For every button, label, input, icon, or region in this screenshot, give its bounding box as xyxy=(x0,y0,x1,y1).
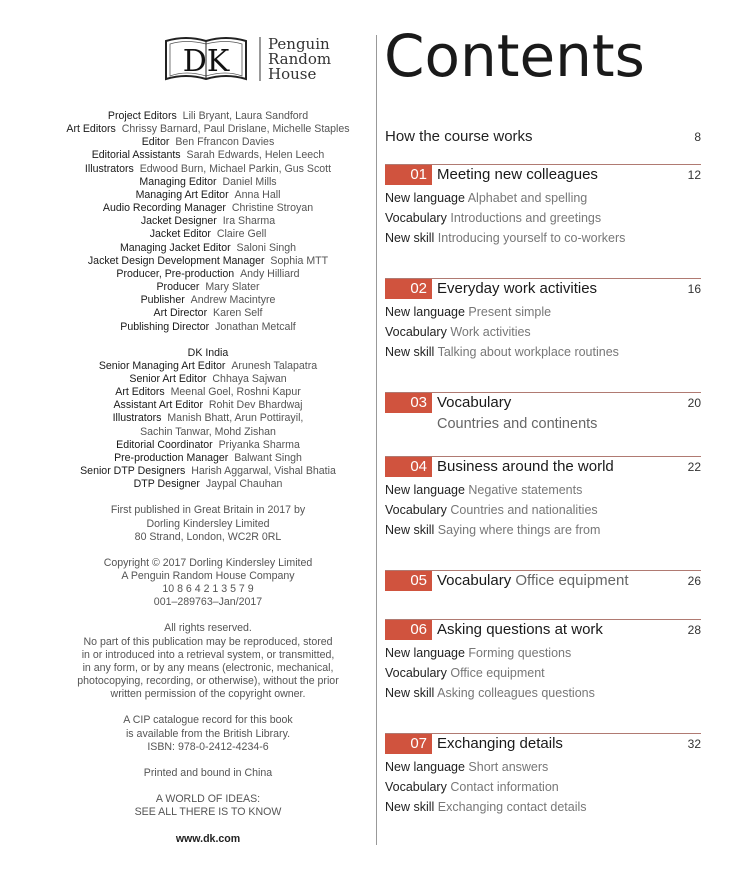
credit-name: Jonathan Metcalf xyxy=(215,320,296,333)
credit-role: Producer xyxy=(156,281,200,294)
section-title xyxy=(437,165,598,185)
credit-name: Balwant Singh xyxy=(234,451,302,464)
section-item[interactable] xyxy=(385,342,701,362)
svg-text:House: House xyxy=(268,65,317,83)
credit-role: Jacket Designer xyxy=(140,215,217,228)
section-page-number: 22 xyxy=(687,460,701,474)
credit-line xyxy=(40,228,376,241)
section-title xyxy=(437,734,563,754)
credit-role: Illustrators xyxy=(84,162,134,175)
credit-role: Assistant Art Editor xyxy=(113,399,203,412)
item-description: Contact information xyxy=(450,780,559,794)
credit-name: Rohit Dev Bhardwaj xyxy=(208,399,303,412)
credit-role: Project Editors xyxy=(107,110,177,122)
section-title xyxy=(437,571,629,591)
credit-line xyxy=(40,452,376,465)
credit-line xyxy=(40,189,376,202)
section-title-text: Business around the world xyxy=(437,458,614,475)
imprint-line: 80 Strand, London, WC2R 0RL xyxy=(134,530,282,543)
item-description: Introductions and greetings xyxy=(450,211,602,225)
credit-line xyxy=(40,439,376,452)
toc-section-header[interactable] xyxy=(385,733,701,754)
toc-section[interactable] xyxy=(385,456,701,540)
item-type: Vocabulary xyxy=(385,780,447,794)
credit-line xyxy=(40,386,376,399)
svg-text:DK: DK xyxy=(182,44,230,79)
section-title xyxy=(437,393,511,413)
section-item[interactable] xyxy=(385,797,701,817)
section-title-text: Exchanging details xyxy=(437,735,563,752)
section-page-number: 20 xyxy=(687,396,701,410)
credit-role: Pre-production Manager xyxy=(114,451,229,464)
section-page-number: 32 xyxy=(687,737,701,751)
imprint-line: in or introduced into a retrieval system, or transmitted, xyxy=(81,648,335,661)
section-page-number: 16 xyxy=(687,282,701,296)
section-page-number: 26 xyxy=(687,574,701,588)
item-description: Negative statements xyxy=(468,483,583,497)
credit-role: Jacket Design Development Manager xyxy=(87,254,265,267)
credit-line xyxy=(40,360,376,373)
toc-section-header[interactable] xyxy=(385,619,701,640)
section-title xyxy=(437,620,603,640)
imprint-block xyxy=(40,622,376,701)
item-description: Saying where things are from xyxy=(437,523,601,537)
credit-line xyxy=(40,268,376,281)
website-link[interactable]: www.dk.com xyxy=(175,833,241,846)
item-type: New skill xyxy=(385,231,435,245)
section-number-badge: 06 xyxy=(385,620,432,640)
credit-role: Producer, Pre-production xyxy=(116,267,235,280)
credit-role: Editorial Assistants xyxy=(91,149,181,162)
credit-name: Andrew Macintyre xyxy=(190,294,276,307)
credit-name: Christine Stroyan xyxy=(231,202,314,215)
imprint-line: First published in Great Britain in 2017 by xyxy=(110,504,306,517)
credit-line xyxy=(40,294,376,307)
section-item[interactable] xyxy=(385,188,701,208)
credit-name: Priyanka Sharma xyxy=(218,438,300,451)
item-type: New skill xyxy=(385,800,435,814)
credit-name: Andy Hilliard xyxy=(240,267,300,280)
imprint-line: ISBN: 978-0-2412-4234-6 xyxy=(147,740,269,753)
item-description: Short answers xyxy=(468,760,549,774)
toc-section-header[interactable] xyxy=(385,164,701,185)
imprint-line: in any form, or by any means (electronic, mechanical, xyxy=(82,661,334,674)
item-type: New skill xyxy=(385,686,435,700)
imprint-line: 001–289763–Jan/2017 xyxy=(153,596,263,609)
credit-role: Editorial Coordinator xyxy=(116,438,213,451)
credit-name: Lili Bryant, Laura Sandford xyxy=(182,110,309,122)
toc-section-header[interactable] xyxy=(385,278,701,299)
section-title-text: Everyday work activities xyxy=(437,280,598,297)
credit-name: Chhaya Sajwan xyxy=(212,372,287,385)
item-type: Vocabulary xyxy=(385,325,447,339)
item-type: Vocabulary xyxy=(385,666,447,680)
item-description: Introducing yourself to co-workers xyxy=(437,231,626,245)
section-title-text: Meeting new colleagues xyxy=(437,166,598,183)
toc-section[interactable] xyxy=(385,619,701,703)
toc-section[interactable] xyxy=(385,278,701,362)
credit-line xyxy=(40,321,376,334)
section-item[interactable] xyxy=(385,643,701,663)
imprint-line: No part of this publication may be reproduced, stored xyxy=(83,635,333,648)
item-description: Talking about workplace routines xyxy=(437,345,619,359)
credit-role: Publishing Director xyxy=(120,320,210,333)
credit-name: Sarah Edwards, Helen Leech xyxy=(186,149,325,162)
section-item[interactable] xyxy=(385,208,701,228)
credit-name: Ira Sharma xyxy=(222,215,276,228)
credit-role: Managing Editor xyxy=(139,175,217,188)
toc-intro[interactable] xyxy=(385,128,701,145)
section-subtitle: Countries and continents xyxy=(437,416,598,432)
credit-line xyxy=(40,163,376,176)
imprint-line: A CIP catalogue record for this book xyxy=(123,714,293,727)
item-type: Vocabulary xyxy=(385,211,447,225)
item-type: New skill xyxy=(385,523,435,537)
credit-name: Saloni Singh xyxy=(236,241,297,254)
imprint-block xyxy=(40,557,376,610)
credits xyxy=(40,110,376,847)
item-type: New language xyxy=(385,760,465,774)
imprint-line: A Penguin Random House Company xyxy=(121,570,295,582)
svg-text:Random: Random xyxy=(268,50,332,68)
credit-line xyxy=(40,136,376,149)
credit-name: Daniel Mills xyxy=(222,175,277,188)
item-type: New language xyxy=(385,483,465,497)
item-description: Office equipment xyxy=(450,666,545,680)
credit-role: Audio Recording Manager xyxy=(102,202,226,215)
credit-name: Claire Gell xyxy=(216,228,267,241)
credit-role: Senior Managing Art Editor xyxy=(98,359,226,372)
credit-line xyxy=(40,202,376,215)
section-title xyxy=(437,457,614,477)
column-divider xyxy=(376,35,377,845)
imprint-line: Dorling Kindersley Limited xyxy=(146,517,270,530)
page-title: Contents xyxy=(384,22,645,90)
credit-role: Editor xyxy=(141,136,170,149)
imprint-line: Copyright © 2017 Dorling Kindersley Limited xyxy=(103,556,313,569)
credit-line xyxy=(40,149,376,162)
imprint-line: is available from the British Library. xyxy=(125,727,291,740)
credit-name: Harish Aggarwal, Vishal Bhatia xyxy=(191,465,336,478)
imprint-line: photocopying, recording, or otherwise), without the prior xyxy=(77,675,339,688)
item-type: New language xyxy=(385,305,465,319)
credit-line xyxy=(40,215,376,228)
credit-role: Illustrators xyxy=(112,412,162,425)
section-item[interactable] xyxy=(385,302,701,322)
item-type: New language xyxy=(385,646,465,660)
item-description: Forming questions xyxy=(468,646,572,660)
toc-section[interactable] xyxy=(385,392,701,438)
section-number-badge: 07 xyxy=(385,734,432,754)
item-description: Work activities xyxy=(450,325,531,339)
credit-role: Senior Art Editor xyxy=(129,372,207,385)
imprint-line: A WORLD OF IDEAS: xyxy=(155,793,261,806)
credit-line xyxy=(40,373,376,386)
credit-name: Meenal Goel, Roshni Kapur xyxy=(170,386,301,399)
credit-role: Managing Jacket Editor xyxy=(119,241,231,254)
imprint-line: written permission of the copyright owner. xyxy=(110,688,306,701)
credit-name: Karen Self xyxy=(213,307,263,320)
imprint-line: All rights reserved. xyxy=(164,622,252,635)
toc-section[interactable] xyxy=(385,570,701,594)
section-title-text: Vocabulary xyxy=(437,572,512,589)
credit-name: Arunesh Talapatra xyxy=(231,359,318,372)
toc-section[interactable] xyxy=(385,733,701,817)
imprint-block xyxy=(40,714,376,753)
credit-name: Ben Ffrancon Davies xyxy=(175,136,275,149)
section-item[interactable] xyxy=(385,663,701,683)
section-item[interactable] xyxy=(385,777,701,797)
item-description: Exchanging contact details xyxy=(437,800,587,814)
item-description: Countries and nationalities xyxy=(450,503,598,517)
toc-intro-page: 8 xyxy=(694,130,701,144)
credit-name: Chrissy Barnard, Paul Drislane, Michelle Staples xyxy=(121,123,350,136)
imprint-block xyxy=(40,504,376,543)
credit-line xyxy=(40,426,376,439)
section-item[interactable] xyxy=(385,228,701,248)
section-item[interactable] xyxy=(385,480,701,500)
item-description: Present simple xyxy=(468,305,552,319)
section-item[interactable] xyxy=(385,683,701,703)
credit-name: Sachin Tanwar, Mohd Zishan xyxy=(140,425,276,438)
section-title-text: Asking questions at work xyxy=(437,621,603,638)
credit-line xyxy=(40,465,376,478)
section-number-badge: 01 xyxy=(385,165,432,185)
imprint-block xyxy=(40,767,376,780)
section-number-badge: 02 xyxy=(385,279,432,299)
toc-section-header[interactable] xyxy=(385,456,701,477)
toc-intro-label: How the course works xyxy=(385,128,533,145)
credit-role: Senior DTP Designers xyxy=(80,465,186,478)
section-title-text: Vocabulary xyxy=(437,394,512,411)
section-number-badge: 04 xyxy=(385,457,432,477)
credit-line xyxy=(40,110,376,123)
credit-block xyxy=(40,347,376,492)
credit-role: Publisher xyxy=(140,294,185,307)
section-item[interactable] xyxy=(385,757,701,777)
credit-line xyxy=(40,281,376,294)
credit-name: Anna Hall xyxy=(234,188,281,201)
item-type: New language xyxy=(385,191,465,205)
credit-role: Art Editors xyxy=(66,123,116,136)
item-type: New skill xyxy=(385,345,435,359)
toc-section-header[interactable] xyxy=(385,392,701,413)
section-item[interactable] xyxy=(385,520,701,540)
section-page-number: 12 xyxy=(687,168,701,182)
dk-penguin-random-house-logo xyxy=(162,33,337,85)
credit-line xyxy=(40,412,376,425)
section-item[interactable] xyxy=(385,322,701,342)
credit-block xyxy=(40,110,376,334)
credit-name: Mary Slater xyxy=(205,281,260,294)
credit-line xyxy=(40,255,376,268)
credit-role: Jacket Editor xyxy=(149,228,211,241)
toc-section-header[interactable] xyxy=(385,570,701,591)
credit-name: Manish Bhatt, Arun Pottirayil, xyxy=(167,412,304,425)
credit-line xyxy=(40,399,376,412)
section-number-badge: 05 xyxy=(385,571,432,591)
credit-name: Jaypal Chauhan xyxy=(205,478,283,491)
credit-role: Art Director xyxy=(153,307,208,320)
credit-role: Art Editors xyxy=(115,386,165,399)
item-description: Asking colleagues questions xyxy=(437,686,595,700)
imprint-block xyxy=(40,793,376,819)
credit-role: Managing Art Editor xyxy=(135,188,229,201)
credit-heading: DK India xyxy=(187,346,229,359)
credit-line xyxy=(40,123,376,136)
imprint-line: 10 8 6 4 2 1 3 5 7 9 xyxy=(162,583,254,596)
credit-name: Sophia MTT xyxy=(270,254,329,267)
credit-line xyxy=(40,176,376,189)
credit-line xyxy=(40,307,376,320)
item-description: Alphabet and spelling xyxy=(467,191,588,205)
section-subtitle: Office equipment xyxy=(515,572,629,589)
section-item[interactable] xyxy=(385,500,701,520)
section-title xyxy=(437,279,597,299)
toc-section[interactable] xyxy=(385,164,701,248)
imprint-line: Printed and bound in China xyxy=(143,766,273,779)
imprint-line: SEE ALL THERE IS TO KNOW xyxy=(134,806,282,819)
section-page-number: 28 xyxy=(687,623,701,637)
credit-line xyxy=(40,242,376,255)
credit-role: DTP Designer xyxy=(133,478,200,491)
svg-text:Penguin: Penguin xyxy=(268,35,330,53)
item-type: Vocabulary xyxy=(385,503,447,517)
section-number-badge: 03 xyxy=(385,393,432,413)
credit-line xyxy=(40,478,376,491)
credit-name: Edwood Burn, Michael Parkin, Gus Scott xyxy=(139,162,332,175)
